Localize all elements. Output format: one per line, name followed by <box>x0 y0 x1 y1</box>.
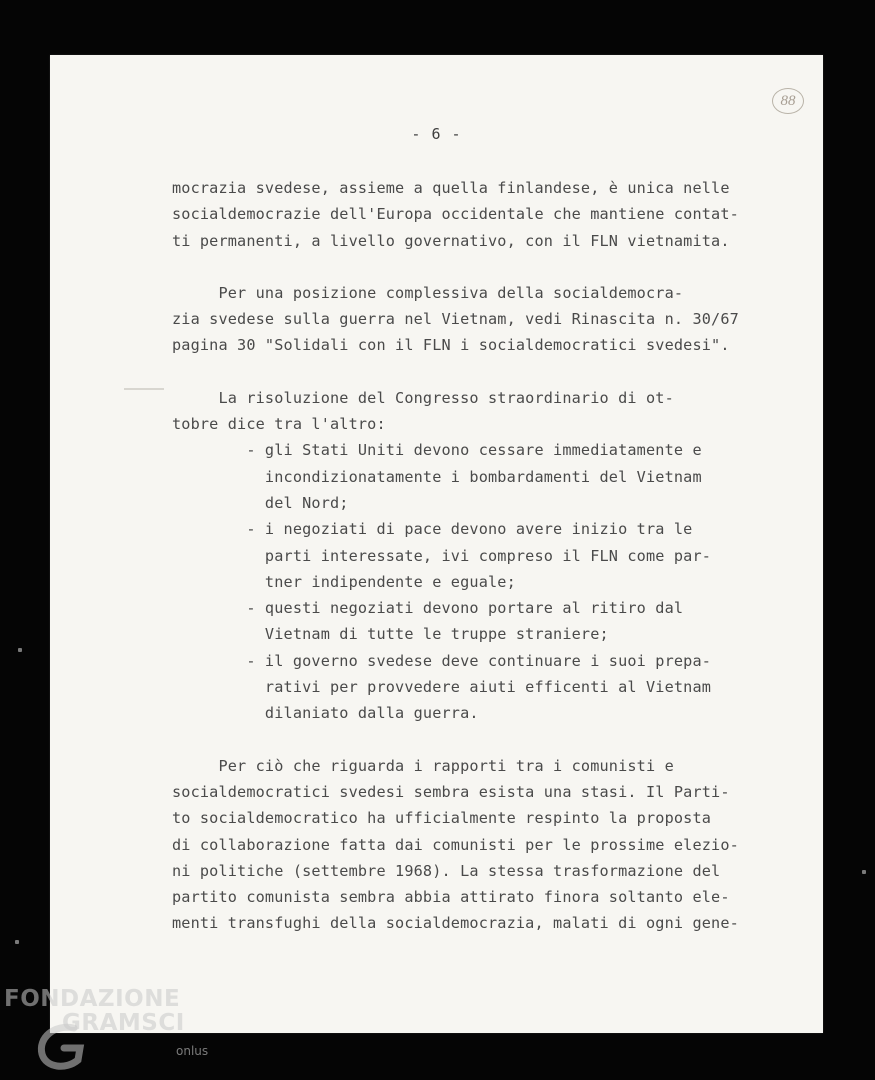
text-line: rativi per provvedere aiuti efficenti al Vietnam <box>172 678 712 697</box>
text-line: di collaborazione fatta dai comunisti per le prossime elezio- <box>172 835 739 854</box>
paragraph-3 <box>172 385 732 438</box>
resolution-list <box>172 437 732 726</box>
list-item <box>172 516 732 595</box>
page-number: - 6 - <box>411 125 462 143</box>
paragraph-1 <box>172 175 739 254</box>
paragraph-2 <box>172 280 739 359</box>
list-item <box>172 648 732 727</box>
text-line: tobre dice tra l'altro: <box>172 415 386 434</box>
text-line: Vietnam di tutte le truppe straniere; <box>172 625 609 644</box>
text-line: tner indipendente e eguale; <box>172 572 516 591</box>
text-line: incondizionatamente i bombardamenti del Vietnam <box>172 467 702 486</box>
archive-watermark <box>4 986 219 1080</box>
text-line: del Nord; <box>172 493 349 512</box>
text-line: dilaniato dalla guerra. <box>172 704 479 723</box>
watermark-line-2: GRAMSCI <box>62 1010 185 1036</box>
text-line: zia svedese sulla guerra nel Vietnam, vedi Rinascita n. 30/67 <box>172 310 739 329</box>
scan-speck <box>18 648 22 652</box>
archive-page-number: 88 <box>772 88 804 114</box>
text-line: - gli Stati Uniti devono cessare immediatamente e <box>172 441 702 460</box>
text-line: La risoluzione del Congresso straordinario di ot- <box>172 388 674 407</box>
text-line: to socialdemocratico ha ufficialmente respinto la proposta <box>172 809 712 828</box>
watermark-suffix: onlus <box>176 1044 209 1058</box>
typewritten-text <box>172 175 739 937</box>
watermark-line-1: FONDAZIONE <box>4 986 181 1012</box>
list-item <box>172 437 732 516</box>
text-line: mocrazia svedese, assieme a quella finlandese, è unica nelle <box>172 179 730 197</box>
paragraph-4 <box>172 753 739 937</box>
text-line: socialdemocrazie dell'Europa occidentale che mantiene contat- <box>172 205 739 224</box>
scan-speck <box>15 940 19 944</box>
document-page <box>50 55 823 1033</box>
text-line: - il governo svedese deve continuare i suoi prepa- <box>172 651 712 670</box>
text-line: menti transfughi della socialdemocrazia, malati di ogni gene- <box>172 914 739 933</box>
text-line: - i negoziati di pace devono avere inizio tra le <box>172 520 693 539</box>
text-line: partito comunista sembra abbia attirato finora soltanto ele- <box>172 888 730 907</box>
text-line: Per ciò che riguarda i rapporti tra i comunisti e <box>172 756 674 775</box>
list-item <box>172 595 732 648</box>
text-line: parti interessate, ivi compreso il FLN come par- <box>172 546 712 565</box>
text-line: Per una posizione complessiva della socialdemocra- <box>172 283 684 302</box>
text-line: socialdemocratici svedesi sembra esista una stasi. Il Parti- <box>172 782 730 801</box>
text-line: - questi negoziati devono portare al ritiro dal <box>172 599 684 618</box>
text-line: ti permanenti, a livello governativo, con il FLN vietnamita. <box>172 231 730 250</box>
margin-mark <box>124 388 164 390</box>
text-line: pagina 30 "Solidali con il FLN i socialdemocratici svedesi". <box>172 336 730 355</box>
text-line: ni politiche (settembre 1968). La stessa trasformazione del <box>172 861 721 880</box>
scan-speck <box>862 870 866 874</box>
